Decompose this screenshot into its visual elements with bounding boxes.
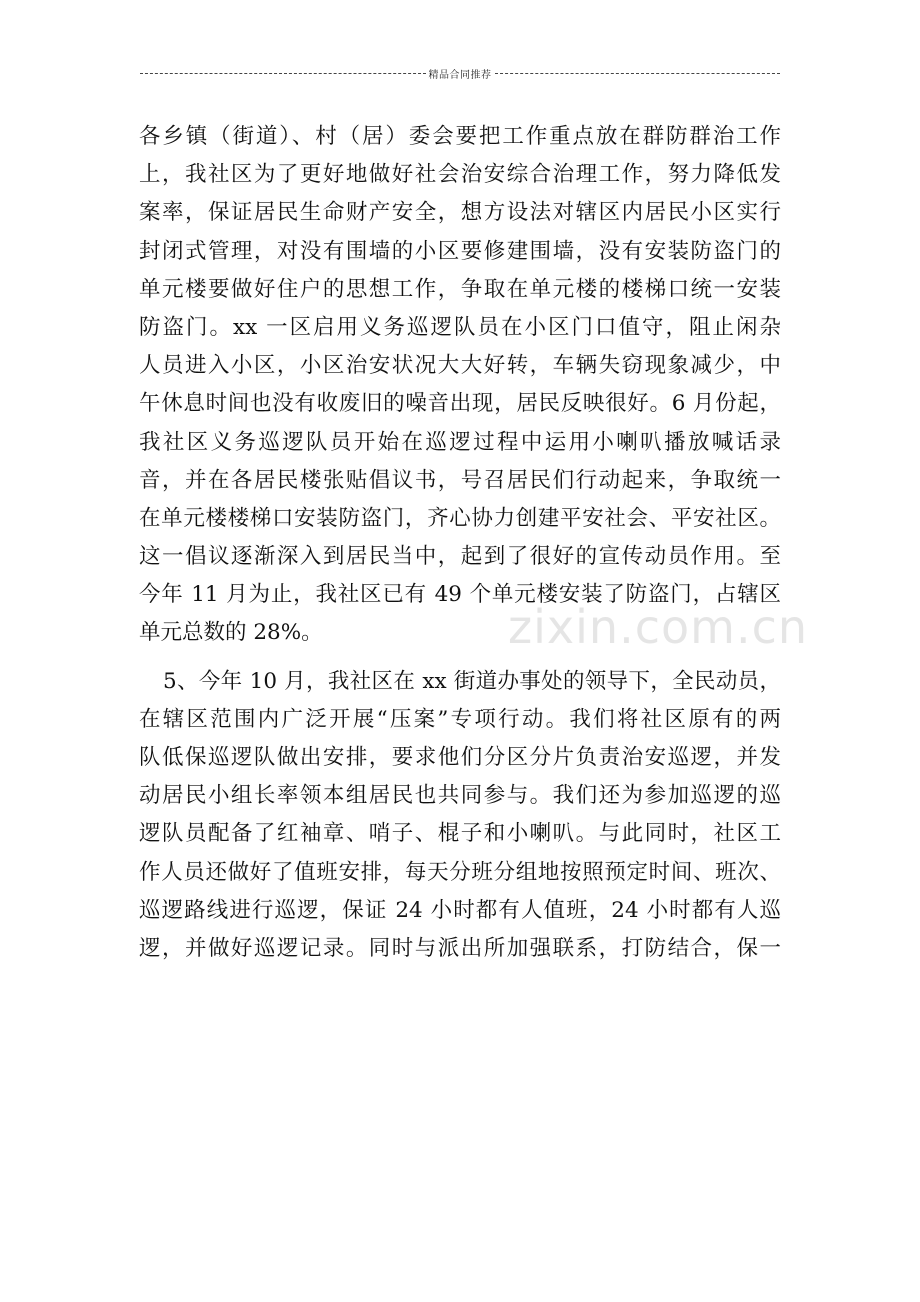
header-label: 精品合同推荐 <box>428 69 492 81</box>
text-line: 逻，并做好巡逻记录。同时与派出所加强联系，打防结合，保一 <box>139 935 781 961</box>
text-line: 动居民小组长率领本组居民也共同参与。我们还为参加巡逻的巡 <box>139 783 781 809</box>
header-dash-right <box>495 73 781 74</box>
text-line: 我社区义务巡逻队员开始在巡逻过程中运用小喇叭播放喊话录 <box>139 429 781 455</box>
text-line: 单元楼要做好住户的思想工作，争取在单元楼的楼梯口统一安装 <box>139 276 781 302</box>
text-line: 今年 11 月为止，我社区已有 49 个单元楼安装了防盗门，占辖区 <box>139 582 781 608</box>
body-text <box>139 118 781 968</box>
text-line: 5、今年 10 月，我社区在 xx 街道办事处的领导下，全民动员， <box>163 668 781 694</box>
paragraph-gap <box>139 653 781 663</box>
text-line: 作人员还做好了值班安排，每天分班分组地按照预定时间、班次、 <box>139 859 781 885</box>
text-line: 午休息时间也没有收废旧的噪音出现，居民反映很好。6 月份起， <box>139 391 781 417</box>
text-line: 封闭式管理，对没有围墙的小区要修建围墙，没有安装防盗门的 <box>139 238 781 264</box>
text-line: 队低保巡逻队做出安排，要求他们分区分片负责治安巡逻，并发 <box>139 745 781 770</box>
text-line: 在单元楼楼梯口安装防盗门，齐心协力创建平安社会、平安社区。 <box>139 505 781 531</box>
text-line: 各乡镇（街道）、村（居）委会要把工作重点放在群防群治工作 <box>139 124 781 149</box>
header-dash-left <box>140 73 426 74</box>
text-line: 单元总数的 28%。 <box>139 620 323 646</box>
paragraph <box>139 118 781 653</box>
text-line: 音，并在各居民楼张贴倡议书，号召居民们行动起来，争取统一 <box>139 467 781 493</box>
paragraph <box>139 663 781 969</box>
text-line: 人员进入小区，小区治安状况大大好转，车辆失窃现象减少，中 <box>139 353 781 379</box>
watermark: zixin.com.cn <box>508 600 809 654</box>
text-line: 巡逻路线进行巡逻，保证 24 小时都有人值班，24 小时都有人巡 <box>139 897 781 923</box>
text-line: 防盗门。xx 一区启用义务巡逻队员在小区门口值守，阻止闲杂 <box>139 314 781 340</box>
text-line: 上，我社区为了更好地做好社会治安综合治理工作，努力降低发 <box>139 162 781 188</box>
page-header <box>140 64 780 82</box>
text-line: 案率，保证居民生命财产安全，想方设法对辖区内居民小区实行 <box>139 200 781 226</box>
text-line: 在辖区范围内广泛开展“压案”专项行动。我们将社区原有的两 <box>139 706 781 732</box>
text-line: 逻队员配备了红袖章、哨子、棍子和小喇叭。与此同时，社区工 <box>139 821 781 847</box>
text-line: 这一倡议逐渐深入到居民当中，起到了很好的宣传动员作用。至 <box>139 544 781 570</box>
